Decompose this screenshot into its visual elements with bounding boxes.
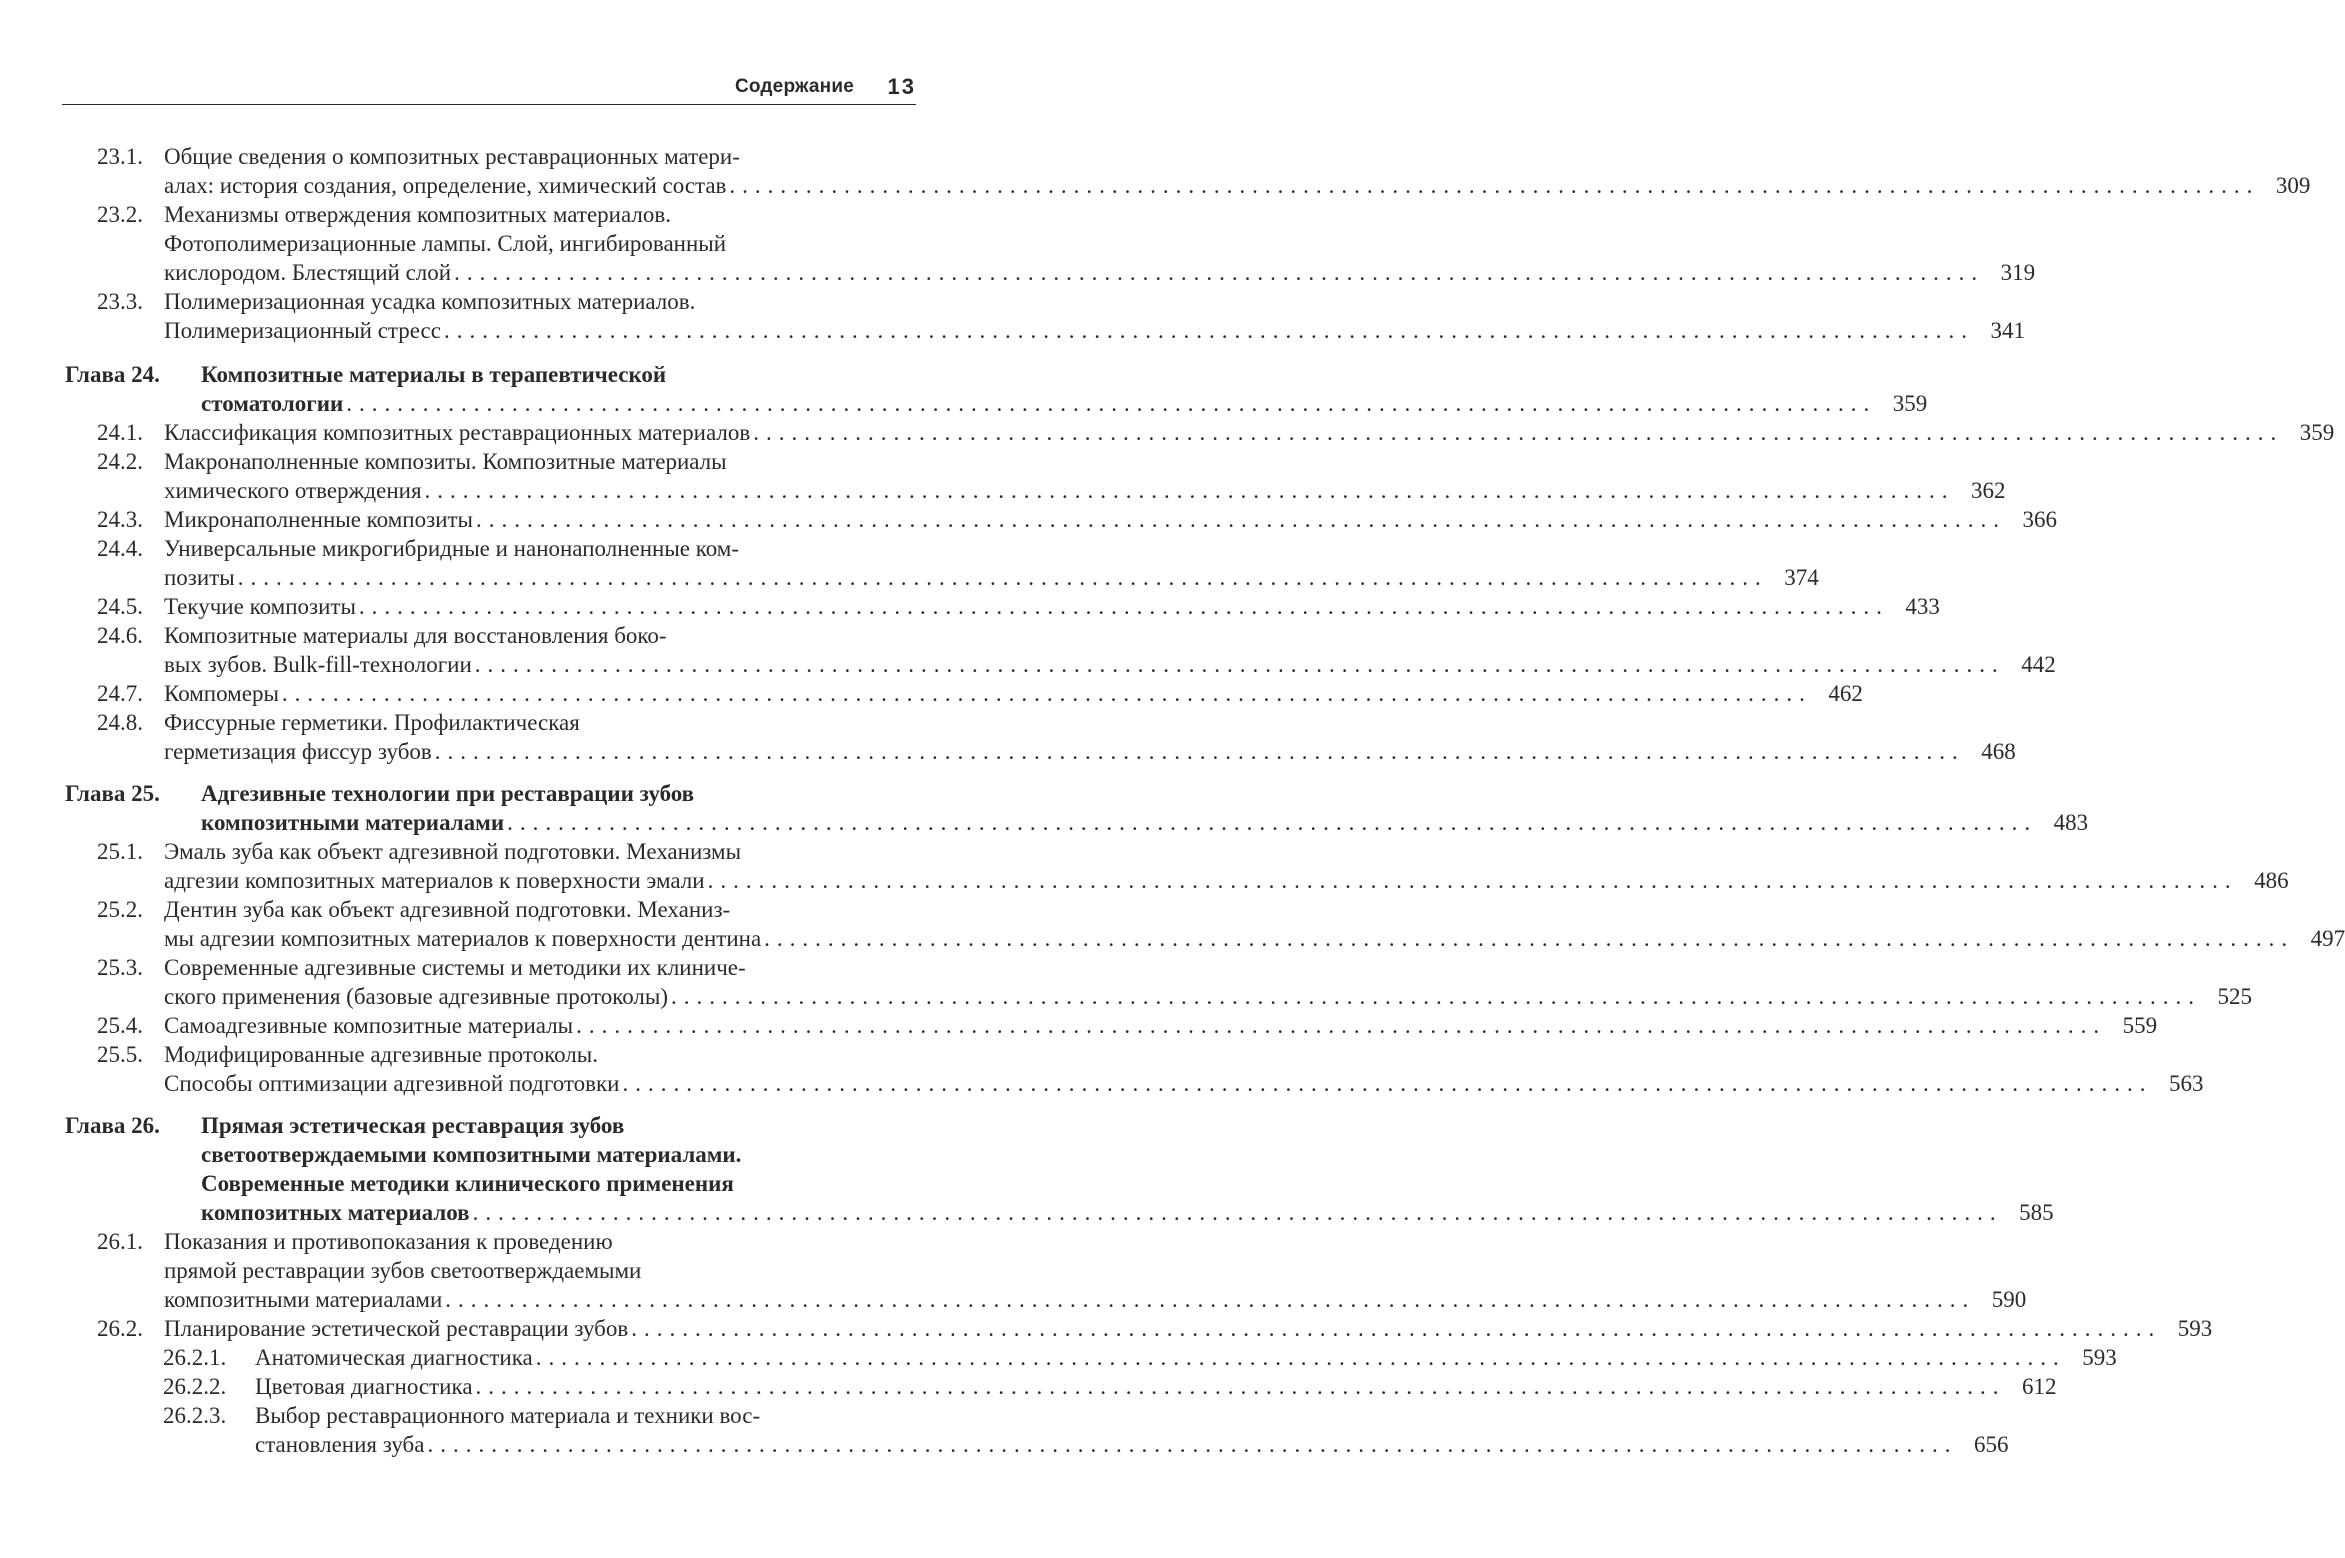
toc-entry-line [201,1198,2054,1227]
toc-entry-title: химического отверждения [164,478,422,503]
toc-entry-line [164,258,2036,287]
toc-entry-page: 585 [2019,1200,2054,1225]
toc-entry-title: позиты [164,565,235,590]
toc-entry-title: Способы оптимизации адгезивной подготовки [164,1071,620,1096]
toc-entry-line [164,316,2025,345]
toc-entry-page: 366 [2022,507,2058,532]
dot-leader: ........................................................................................................................ [707,868,2238,893]
dot-leader: ........................................................................................................................ [476,507,2007,532]
toc-entry-line [164,1069,2204,1098]
toc-entry-number: 25.5. [97,1042,143,1067]
toc-entry-title: светоотверждаемыми композитными материалами. [201,1142,742,1167]
toc-entry-page: 319 [2000,260,2036,285]
toc-entry-title: Микронаполненные композиты [164,507,474,532]
toc-entry-title: Текучие композиты [164,594,356,619]
toc-entry-line [164,1227,914,1256]
toc-entry-number: 25.1. [97,839,143,864]
toc-entry-page: 468 [1981,739,2016,764]
toc-entry-page: 593 [2082,1345,2117,1370]
toc-entry-line [164,924,2345,953]
toc-entry-title: композитными материалами [164,1287,443,1312]
toc-entry-title: прямой реставрации зубов светоотверждаемыми [164,1258,642,1283]
dot-leader: ........................................................................................................................ [671,984,2202,1009]
toc-entry-line [201,360,914,389]
toc-entry-page: 462 [1828,681,1863,706]
dot-leader: ........................................................................................................................ [507,810,2038,835]
toc-entry-page: 590 [1991,1287,2027,1312]
toc-entry-page: 341 [1990,318,2025,343]
toc-entry-line [164,708,914,737]
running-header [62,72,916,105]
toc-entry-title: Компомеры [164,681,279,706]
toc-entry-page: 374 [1784,565,1819,590]
toc-entry-number: Глава 26. [65,1113,160,1138]
dot-leader: ........................................................................................................................ [427,1432,1958,1457]
toc-entry-title: алах: история создания, определение, химический состав [164,173,727,198]
dot-leader: ........................................................................................................................ [358,594,1889,619]
toc-entry-number: 24.1. [97,420,143,445]
toc-entry-title: Планирование эстетической реставрации зубов [164,1316,629,1341]
toc-entry-line [164,1314,2213,1343]
dot-leader: ........................................................................................................................ [237,565,1768,590]
dot-leader: ........................................................................................................................ [729,173,2260,198]
dot-leader: ........................................................................................................................ [753,420,2284,445]
toc-entry-title: Прямая эстетическая реставрация зубов [201,1113,625,1138]
toc-entry-title: Общие сведения о композитных реставрационных матери- [164,144,740,169]
dot-leader: ........................................................................................................................ [346,391,1877,416]
toc-entry-line [164,592,1940,621]
toc-entry-line [164,953,914,982]
toc-entry-title: Эмаль зуба как объект адгезивной подготовки. Механизмы [164,839,742,864]
page-number: 13 [887,74,916,99]
toc-entry-line [164,1040,914,1069]
toc-entry-line [201,1169,914,1198]
toc-entry-title: Современные адгезивные системы и методики их клиниче- [164,955,746,980]
toc-entry-title: становления зуба [255,1432,425,1457]
dot-leader: ........................................................................................................................ [472,1200,2003,1225]
dot-leader: ........................................................................................................................ [631,1316,2162,1341]
toc-entry-line [164,534,914,563]
toc-entry-line [164,229,914,258]
toc-entry-title: Дентин зуба как объект адгезивной подготовки. Механиз- [164,897,731,922]
toc-entry-line [164,737,2016,766]
toc-entry-title: Адгезивные технологии при реставрации зубов [201,781,695,806]
toc-entry-number: 24.8. [97,710,143,735]
running-header-title: Содержание [734,76,854,97]
toc-entry-line [164,650,2056,679]
toc-entry-title: Механизмы отверждения композитных материалов. [164,202,671,227]
toc-entry-number: 23.1. [97,144,143,169]
toc-entry-title: Цветовая диагностика [255,1374,473,1399]
toc-entry-line [164,476,2006,505]
toc-entry-line [201,779,914,808]
toc-entry-title: Классификация композитных реставрационных материалов [164,420,751,445]
toc-entry-page: 486 [2254,868,2289,893]
toc-entry-line [164,418,2335,447]
toc-entry-line [164,866,2289,895]
toc-entry-page: 612 [2022,1374,2057,1399]
toc-entry-number: 24.2. [97,449,143,474]
toc-entry-number: 24.3. [97,507,143,532]
toc-entry-page: 442 [2021,652,2056,677]
dot-leader: ........................................................................................................................ [764,926,2295,951]
toc-entry-number: 26.1. [97,1229,143,1254]
dot-leader: ........................................................................................................................ [475,1374,2006,1399]
toc-entry-page: 362 [1971,478,2006,503]
toc-entry-line [164,1256,914,1285]
toc-entry-number: 26.2.2. [163,1374,227,1399]
toc-entry-title: Модифицированные адгезивные протоколы. [164,1042,598,1067]
toc-entry-line [164,287,914,316]
toc-entry-title: Фотополимеризационные лампы. Слой, ингибированный [164,231,727,256]
toc-entry-line [164,563,1819,592]
toc-entry-line [164,1011,2158,1040]
toc-entry-page: 309 [2275,173,2311,198]
dot-leader: ........................................................................................................................ [576,1013,2107,1038]
toc-entry-number: 24.4. [97,536,143,561]
toc-entry-title: ского применения (базовые адгезивные протоколы) [164,984,669,1009]
toc-entry-page: 497 [2310,926,2345,951]
toc-entry-page: 656 [1973,1432,2009,1457]
toc-entry-number: 26.2.3. [163,1403,227,1428]
toc-entry-number: 23.2. [97,202,143,227]
toc-entry-page: 359 [1892,391,1928,416]
toc-entry-title: Универсальные микрогибридные и нанонаполненные ком- [164,536,740,561]
toc-entry-title: Композитные материалы для восстановления боко- [164,623,667,648]
toc-entry-line [164,171,2311,200]
toc-entry-line [164,447,914,476]
toc-entry-title: Анатомическая диагностика [255,1345,533,1370]
toc-entry-line [201,1140,914,1169]
toc-entry-page: 593 [2177,1316,2213,1341]
toc-entry-page: 433 [1905,594,1940,619]
toc-entry-title: композитных материалов [201,1200,470,1225]
toc-entry-line [164,837,914,866]
toc-entry-number: 23.3. [97,289,143,314]
toc-entry-line [201,389,1928,418]
toc-entry-number: 24.6. [97,623,143,648]
toc-entry-line [164,142,914,171]
dot-leader: ........................................................................................................................ [622,1071,2153,1096]
toc-entry-line [255,1430,2009,1459]
dot-leader: ........................................................................................................................ [281,681,1812,706]
dot-leader: ........................................................................................................................ [434,739,1965,764]
toc-entry-number: 25.2. [97,897,143,922]
toc-entry-number: 24.7. [97,681,143,706]
toc-entry-number: 26.2. [97,1316,143,1341]
toc-entry-title: Композитные материалы в терапевтической [201,362,667,387]
toc-entry-title: Современные методики клинического применения [201,1171,734,1196]
toc-entry-line [255,1372,2057,1401]
toc-entry-title: Показания и противопоказания к проведению [164,1229,613,1254]
toc-entry-number: 25.3. [97,955,143,980]
toc-entry-number: 26.2.1. [163,1345,227,1370]
toc-entry-line [164,621,914,650]
toc-entry-title: Самоадгезивные композитные материалы [164,1013,574,1038]
toc-entry-line [164,982,2253,1011]
toc-entry-number: Глава 24. [65,362,160,387]
dot-leader: ........................................................................................................................ [445,1287,1976,1312]
toc-entry-number: 25.4. [97,1013,143,1038]
toc-entry-line [164,895,914,924]
toc-entry-line [164,505,2058,534]
toc-entry-number: 24.5. [97,594,143,619]
toc-entry-line [255,1401,914,1430]
toc-entry-title: вых зубов. Bulk-fill-технологии [164,652,472,677]
toc-entry-page: 483 [2053,810,2089,835]
toc-entry-line [164,200,914,229]
toc-entry-title: мы адгезии композитных материалов к поверхности дентина [164,926,762,951]
toc-entry-title: Макронаполненные композиты. Композитные материалы [164,449,727,474]
dot-leader: ........................................................................................................................ [474,652,2005,677]
toc-entry-title: Полимеризационная усадка композитных материалов. [164,289,696,314]
toc-entry-title: кислородом. Блестящий слой [164,260,452,285]
toc-entry-line [164,1285,2027,1314]
toc-entry-title: герметизация фиссур зубов [164,739,432,764]
dot-leader: ........................................................................................................................ [454,260,1985,285]
dot-leader: ........................................................................................................................ [424,478,1955,503]
dot-leader: ........................................................................................................................ [443,318,1974,343]
toc-entry-page: 563 [2169,1071,2204,1096]
toc-entry-page: 559 [2122,1013,2158,1038]
toc-entry-number: Глава 25. [65,781,160,806]
toc-entry-line [255,1343,2117,1372]
toc-entry-title: адгезии композитных материалов к поверхности эмали [164,868,705,893]
dot-leader: ........................................................................................................................ [535,1345,2066,1370]
toc-entry-page: 359 [2299,420,2335,445]
toc-entry-title: композитными материалами [201,810,505,835]
toc-entry-title: Фиссурные герметики. Профилактическая [164,710,580,735]
toc-entry-line [201,808,2089,837]
toc-entry-line [201,1111,914,1140]
toc-entry-title: стоматологии [201,391,344,416]
toc-entry-line [164,679,1863,708]
toc-entry-title: Полимеризационный стресс [164,318,441,343]
toc-entry-title: Выбор реставрационного материала и техники вос- [255,1403,761,1428]
toc-entry-page: 525 [2217,984,2253,1009]
